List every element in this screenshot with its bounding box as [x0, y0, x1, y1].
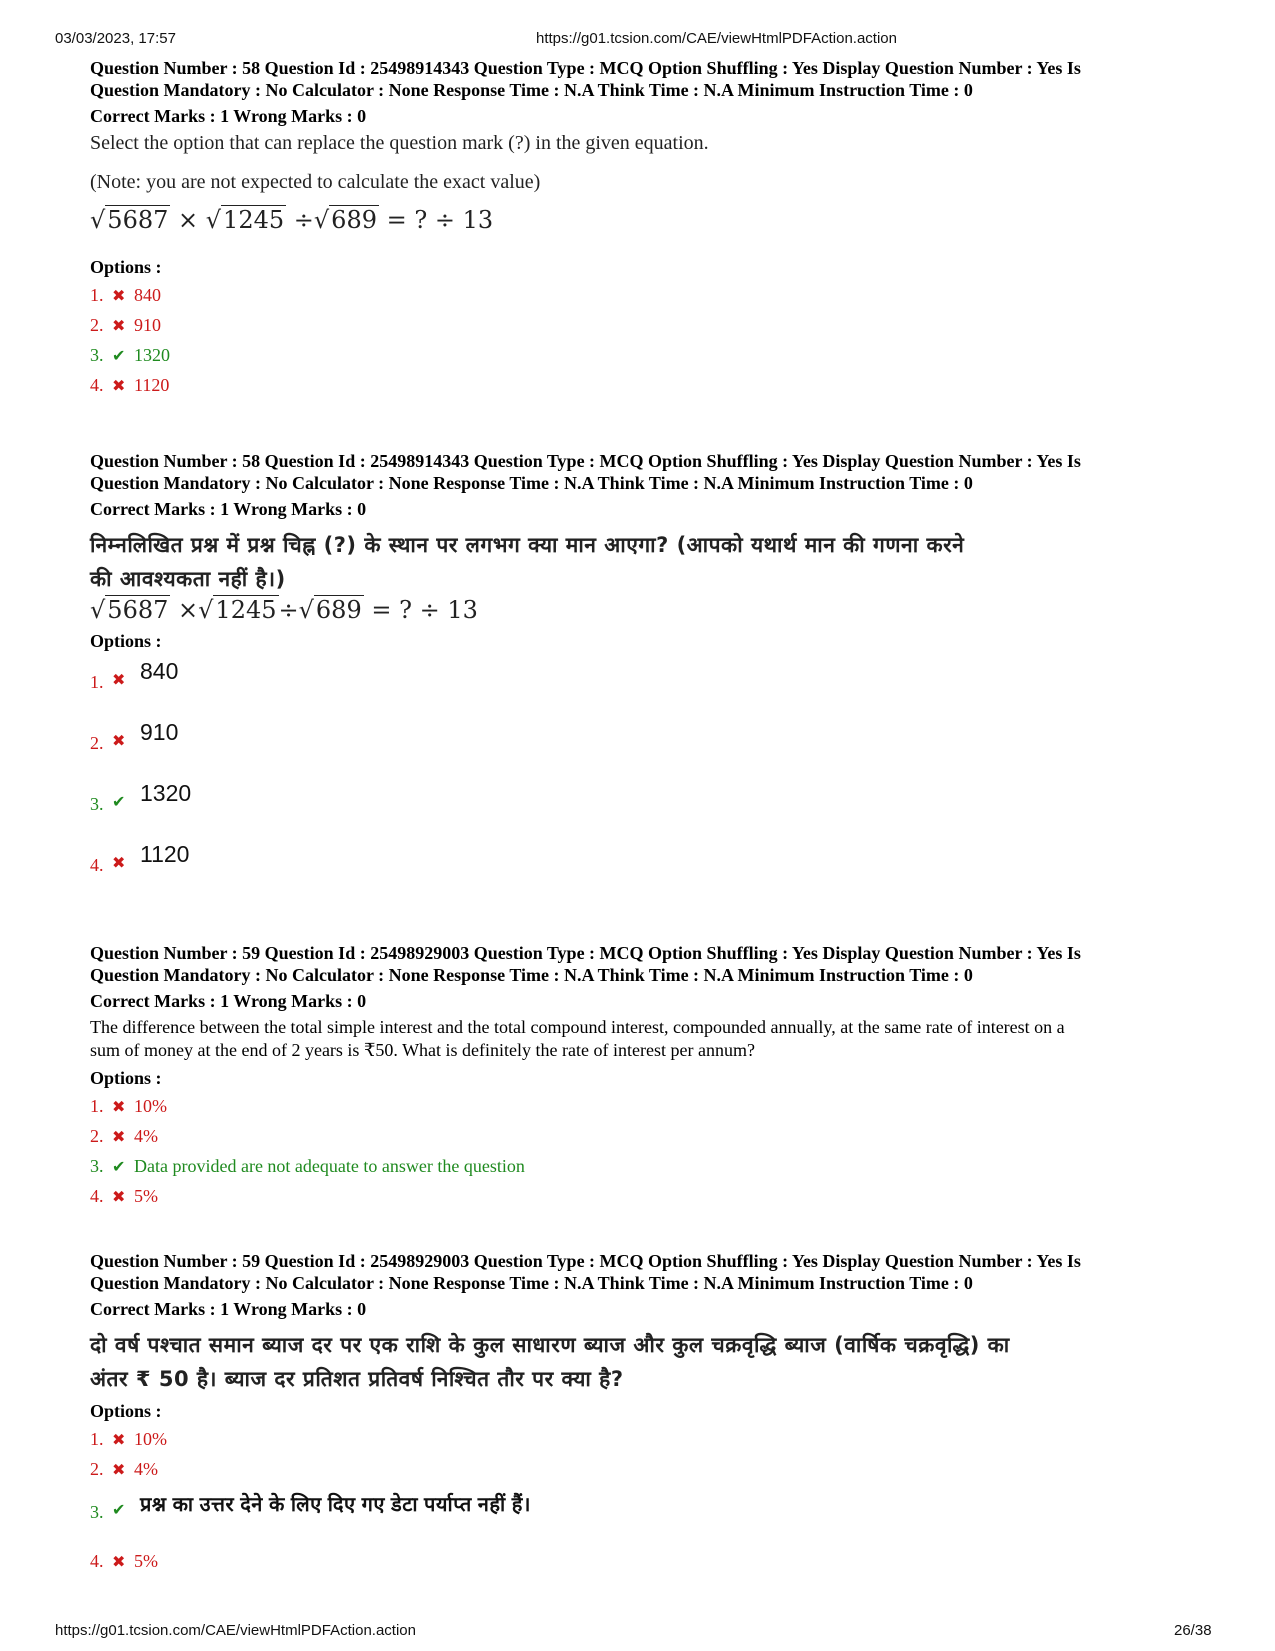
option-item: 2. ✖ 4%	[90, 1459, 158, 1479]
option-item: 4. ✖ 5%	[90, 1551, 158, 1571]
option-item-correct: 3. ✔ Data provided are not adequate to answer the question	[90, 1156, 525, 1176]
question-marks: Correct Marks : 1 Wrong Marks : 0	[90, 106, 367, 126]
question-marks: Correct Marks : 1 Wrong Marks : 0	[90, 499, 367, 519]
cross-icon: ✖	[112, 286, 126, 305]
option-item: 1. ✖ 10%	[90, 1429, 167, 1449]
cross-icon: ✖	[112, 1430, 126, 1449]
option-item: 1. ✖ 840	[90, 285, 161, 305]
question-text: The difference between the total simple interest and the total compound interest, compounded annually, at the same rate of interest on a sum of money at the end of 2 years is ₹50. What is definitely the rate of interest per annum?	[90, 1017, 1065, 1060]
cross-icon: ✖	[112, 376, 126, 395]
question-equation: √5687 × √1245 ÷√689 = ? ÷ 13	[90, 206, 494, 234]
cross-icon: ✖	[112, 1127, 126, 1146]
question-block	[90, 942, 1200, 1215]
option-item: 2. ✖ 4%	[90, 1126, 158, 1146]
page-number: 26/38	[1174, 1622, 1212, 1639]
question-text: Select the option that can replace the question mark (?) in the given equation.	[90, 132, 709, 154]
option-item-correct: 3. ✔ 1320	[90, 780, 192, 814]
question-meta: Question Number : 59 Question Id : 25498929003 Question Type : MCQ Option Shuffling : Yes Display Question Number : Yes Is Question Mandatory : No Calculator : None Response Time : N.A Think Time : N.A Minimum Instruction Time : 0	[90, 943, 1081, 985]
print-datetime: 03/03/2023, 17:57	[55, 30, 176, 47]
cross-icon: ✖	[112, 670, 126, 689]
cross-icon: ✖	[112, 316, 126, 335]
page-header	[0, 30, 1275, 50]
cross-icon: ✖	[112, 731, 126, 750]
question-text: निम्नलिखित प्रश्न में प्रश्न चिह्न (?) के स्थान पर लगभग क्या मान आएगा? (आपको यथार्थ मान की गणना करने की आवश्यकता नहीं है।)	[90, 533, 965, 591]
check-icon: ✔	[112, 792, 126, 811]
question-equation: √5687 ×√1245÷√689 = ? ÷ 13	[90, 596, 478, 624]
options-label: Options :	[90, 1401, 162, 1421]
option-item: 2. ✖ 910	[90, 719, 179, 753]
check-icon: ✔	[112, 346, 126, 365]
footer-url: https://g01.tcsion.com/CAE/viewHtmlPDFAction.action	[55, 1622, 416, 1639]
page-footer	[0, 1622, 1275, 1642]
option-item: 1. ✖ 840	[90, 658, 179, 692]
cross-icon: ✖	[112, 1552, 126, 1571]
option-item-correct: 3. ✔ प्रश्न का उत्तर देने के लिए दिए गए डेटा पर्याप्त नहीं हैं।	[90, 1494, 531, 1522]
question-meta: Question Number : 58 Question Id : 25498914343 Question Type : MCQ Option Shuffling : Yes Display Question Number : Yes Is Question Mandatory : No Calculator : None Response Time : N.A Think Time : N.A Minimum Instruction Time : 0	[90, 451, 1081, 493]
cross-icon: ✖	[112, 1097, 126, 1116]
question-meta: Question Number : 59 Question Id : 25498929003 Question Type : MCQ Option Shuffling : Yes Display Question Number : Yes Is Question Mandatory : No Calculator : None Response Time : N.A Think Time : N.A Minimum Instruction Time : 0	[90, 1251, 1081, 1293]
options-label: Options :	[90, 1068, 162, 1088]
option-item-correct: 3. ✔ 1320	[90, 345, 170, 365]
cross-icon: ✖	[112, 1460, 126, 1479]
question-block	[90, 57, 1200, 404]
option-item: 4. ✖ 5%	[90, 1186, 158, 1206]
option-item: 4. ✖ 1120	[90, 841, 190, 875]
header-url: https://g01.tcsion.com/CAE/viewHtmlPDFAction.action	[536, 30, 897, 47]
options-label: Options :	[90, 257, 162, 277]
question-meta: Question Number : 58 Question Id : 25498914343 Question Type : MCQ Option Shuffling : Yes Display Question Number : Yes Is Question Mandatory : No Calculator : None Response Time : N.A Think Time : N.A Minimum Instruction Time : 0	[90, 58, 1081, 100]
cross-icon: ✖	[112, 1187, 126, 1206]
options-label: Options :	[90, 631, 162, 651]
question-marks: Correct Marks : 1 Wrong Marks : 0	[90, 991, 367, 1011]
option-item: 1. ✖ 10%	[90, 1096, 167, 1116]
check-icon: ✔	[112, 1500, 126, 1519]
question-block	[90, 450, 1200, 902]
cross-icon: ✖	[112, 853, 126, 872]
question-marks: Correct Marks : 1 Wrong Marks : 0	[90, 1299, 367, 1319]
question-text: दो वर्ष पश्चात समान ब्याज दर पर एक राशि के कुल साधारण ब्याज और कुल चक्रवृद्धि ब्याज (वार्षिक चक्रवृद्धि) का अंतर ₹ 50 है। ब्याज दर प्रतिशत प्रतिवर्ष निश्चित तौर पर क्या है?	[90, 1333, 1010, 1391]
check-icon: ✔	[112, 1157, 126, 1176]
option-item: 2. ✖ 910	[90, 315, 161, 335]
question-note: (Note: you are not expected to calculate the exact value)	[90, 171, 541, 193]
question-block	[90, 1250, 1200, 1580]
option-item: 4. ✖ 1120	[90, 375, 170, 395]
